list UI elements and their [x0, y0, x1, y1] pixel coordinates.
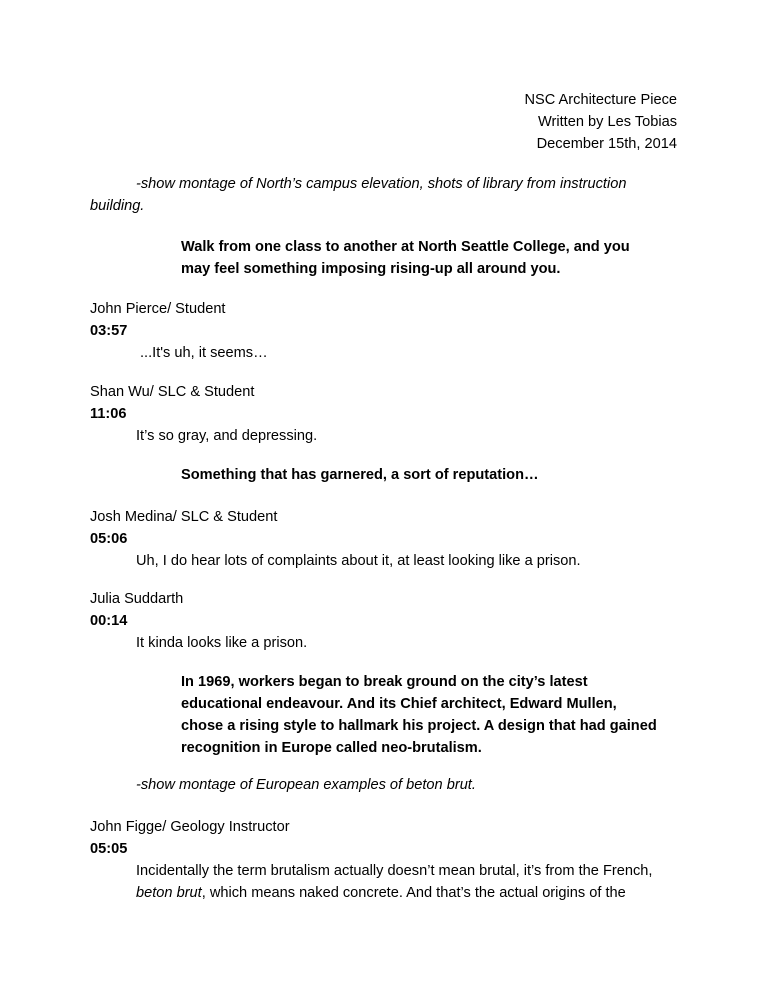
stage-direction-line: -show montage of European examples of beton brut. — [136, 777, 476, 793]
narration-line: chose a rising style to hallmark his project. A design that had gained — [181, 718, 657, 734]
narration-line: Walk from one class to another at North Seattle College, and you — [181, 239, 630, 255]
document-author: Written by Les Tobias — [538, 114, 677, 130]
timecode: 03:57 — [90, 323, 128, 339]
document-date: December 15th, 2014 — [536, 136, 677, 152]
document-header — [525, 89, 678, 155]
interview-quote: It’s so gray, and depressing. — [136, 428, 318, 444]
document-title: NSC Architecture Piece — [524, 92, 677, 108]
speaker-name: Josh Medina/ SLC & Student — [90, 509, 278, 525]
timecode: 00:14 — [90, 613, 128, 629]
italic-term: beton brut — [136, 885, 202, 901]
interview-quote: Incidentally the term brutalism actually doesn’t mean brutal, it’s from the French, — [136, 863, 653, 879]
narration-line: may feel something imposing rising-up all around you. — [181, 261, 561, 277]
interview-segment — [90, 506, 581, 572]
interview-quote: It kinda looks like a prison. — [136, 635, 308, 651]
interview-quote: ...It's uh, it seems… — [140, 345, 268, 361]
interview-segment — [90, 381, 317, 447]
narration-line: Something that has garnered, a sort of reputation… — [181, 467, 539, 483]
quote-text: , which means naked concrete. And that’s the actual origins of the — [201, 885, 626, 901]
interview-quote: Uh, I do hear lots of complaints about it, at least looking like a prison. — [136, 553, 581, 569]
narration-block — [181, 671, 657, 759]
stage-direction-line: -show montage of North’s campus elevation, shots of library from instruction — [136, 176, 627, 192]
stage-direction — [136, 774, 476, 796]
interview-segment — [90, 298, 268, 364]
interview-segment — [90, 588, 307, 654]
interview-segment — [90, 816, 652, 904]
timecode: 11:06 — [90, 406, 127, 422]
narration-block — [181, 464, 539, 486]
speaker-name: John Figge/ Geology Instructor — [90, 819, 290, 835]
interview-quote-continued — [90, 882, 652, 904]
narration-line: recognition in Europe called neo-brutalism. — [181, 740, 482, 756]
narration-block — [181, 236, 630, 280]
speaker-name: John Pierce/ Student — [90, 301, 226, 317]
narration-line: In 1969, workers began to break ground on the city’s latest — [181, 674, 588, 690]
speaker-name: Julia Suddarth — [90, 591, 184, 607]
timecode: 05:05 — [90, 841, 128, 857]
stage-direction — [90, 173, 626, 217]
timecode: 05:06 — [90, 531, 128, 547]
narration-line: educational endeavour. And its Chief architect, Edward Mullen, — [181, 696, 617, 712]
speaker-name: Shan Wu/ SLC & Student — [90, 384, 255, 400]
stage-direction-line: building. — [90, 198, 145, 214]
